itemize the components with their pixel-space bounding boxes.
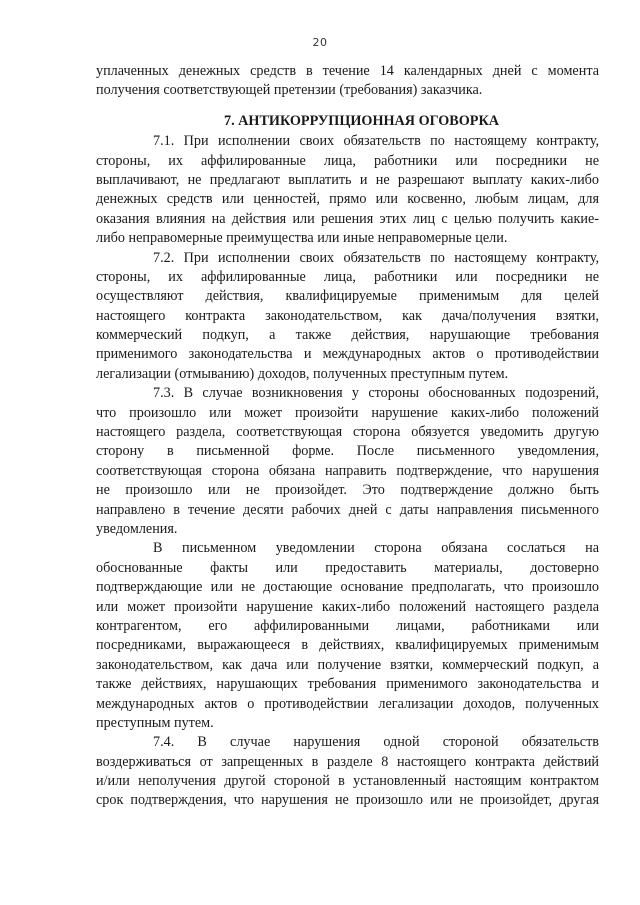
- text-line: соответствующая сторона обязана направить подтверждение, что нарушения: [96, 462, 599, 479]
- text-line: воздерживаться от запрещенных в разделе 8 настоящего контракта действий: [96, 753, 599, 770]
- text-line: оказания влияния на действия или решения этих лиц с целью получить какие-: [96, 210, 599, 227]
- text-line: получения соответствующей претензии (требования) заказчика.: [96, 82, 483, 99]
- text-line: 7.4. В случае нарушения одной стороной обязательств: [153, 734, 599, 751]
- clause-7-3: [96, 384, 599, 539]
- intro-paragraph: [96, 62, 599, 101]
- section-heading: 7. АНТИКОРРУПЦИОННАЯ ОГОВОРКА: [223, 112, 500, 129]
- text-line: и/или неполучения другой стороной в установленный настоящим контрактом: [96, 773, 599, 790]
- text-line: 7.1. При исполнении своих обязательств по настоящему контракту,: [153, 133, 599, 150]
- text-line: международных актов о противодействии легализации доходов, полученных: [96, 695, 599, 712]
- text-line: осуществляют действия, квалифицируемые применимым для целей: [96, 288, 599, 305]
- text-line: уведомления.: [96, 520, 178, 537]
- text-line: сторону в письменной форме. После письменного уведомления,: [96, 443, 599, 460]
- text-line: стороны, их аффилированные лица, работники или посредники не: [96, 152, 599, 169]
- page-number: 20: [312, 36, 328, 49]
- text-line: выплачивают, не предлагают выплатить и не разрешают выплату каких-либо: [96, 171, 599, 188]
- text-line: денежных средств или ценностей, прямо или косвенно, любым лицам, для: [96, 191, 599, 208]
- text-line: что произошло или может произойти нарушение каких-либо положений: [96, 404, 599, 421]
- text-line: посредниками, выражающееся в действиях, квалифицируемых применимым: [96, 637, 599, 654]
- text-line: не произошло или не произойдет. Это подтверждение должно быть: [96, 482, 599, 499]
- text-line: либо неправомерные преимущества или иные неправомерные цели.: [96, 230, 508, 247]
- text-line: 7.3. В случае возникновения у стороны обоснованных подозрений,: [153, 385, 599, 402]
- text-line: настоящего контракта законодательством, как дача/получения взятки,: [96, 307, 599, 324]
- clause-7-2: [96, 249, 599, 385]
- text-line: применимого законодательства и международных актов о противодействии: [96, 346, 599, 363]
- document-body: [96, 62, 599, 811]
- text-line: стороны, их аффилированные лица, работники или посредники не: [96, 268, 599, 285]
- text-line: срок подтверждения, что нарушения не произошло или не произойдет, другая: [96, 792, 599, 809]
- text-line: коммерческий подкуп, а также действия, нарушающие требования: [96, 327, 599, 344]
- clause-7-4: [96, 733, 599, 811]
- text-line: контрагентом, его аффилированными лицами, работниками или: [96, 617, 599, 634]
- text-line: легализации (отмыванию) доходов, полученных преступным путем.: [96, 365, 509, 382]
- text-line: обоснованные факты или предоставить материалы, достоверно: [96, 559, 599, 576]
- text-line: уплаченных денежных средств в течение 14 календарных дней с момента: [96, 63, 599, 79]
- text-line: настоящего раздела, соответствующая сторона обязуется уведомить другую: [96, 424, 599, 441]
- text-line: законодательством, как дача или получение взятки, коммерческий подкуп, а: [96, 656, 599, 673]
- clause-7-3-notice: [96, 539, 599, 733]
- text-line: направлено в течение десяти рабочих дней с даты направления письменного: [96, 501, 599, 518]
- text-line: 7.2. При исполнении своих обязательств по настоящему контракту,: [153, 249, 599, 266]
- text-line: также действиях, нарушающих требования применимого законодательства и: [96, 676, 599, 693]
- text-line: или может произойти нарушение каких-либо положений настоящего раздела: [96, 598, 599, 615]
- text-line: подтверждающие или не достающие основание предполагать, что произошло: [96, 579, 599, 596]
- text-line: преступным путем.: [96, 714, 214, 731]
- text-line: В письменном уведомлении сторона обязана сослаться на: [153, 540, 599, 557]
- clause-7-1: [96, 132, 599, 248]
